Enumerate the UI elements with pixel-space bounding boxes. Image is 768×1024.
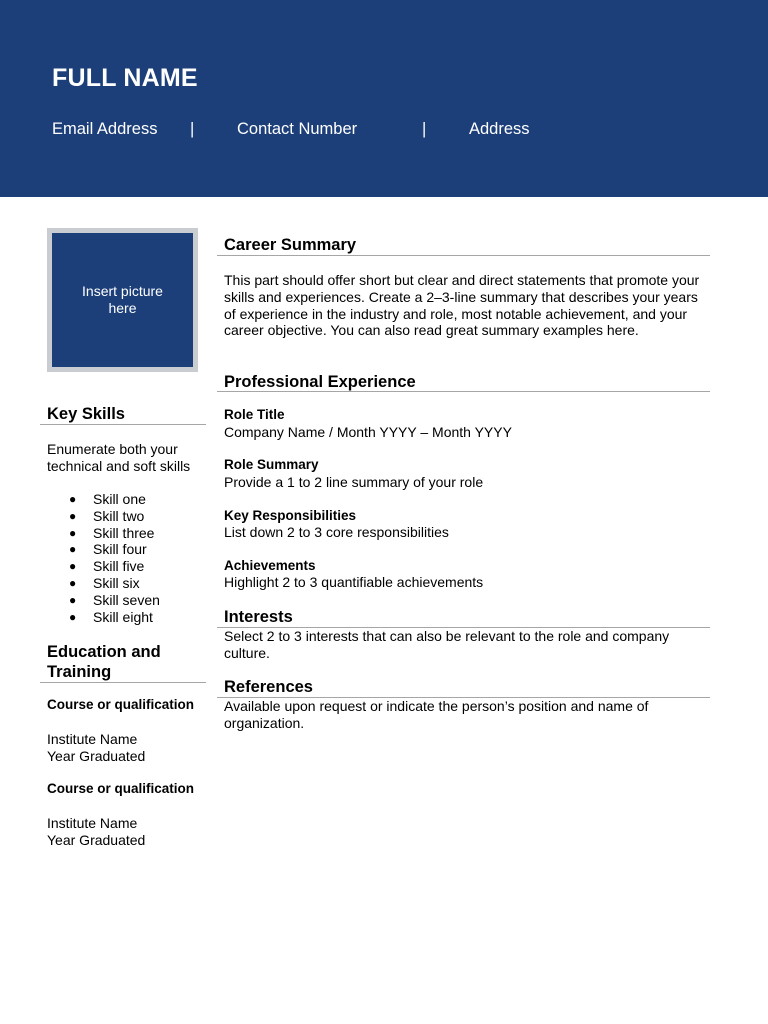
year-graduated: Year Graduated [47,748,146,764]
interests-text: Select 2 to 3 interests that can also be relevant to the role and company culture. [224,628,670,661]
header-banner [0,0,768,197]
list-item [47,508,160,525]
skills-list [47,491,160,625]
skill-label: Skill two [93,507,145,524]
list-item [47,558,160,575]
role-title-label: Role Title [224,407,285,422]
list-item [47,491,160,508]
full-name: FULL NAME [52,64,198,92]
institute-name: Institute Name [47,731,138,747]
list-item [47,541,160,558]
section-divider [217,391,710,392]
list-item [47,575,160,592]
email-address: Email Address [52,120,158,138]
achievements-label: Achievements [224,558,316,573]
photo-frame [47,228,198,372]
contact-number: Contact Number [237,120,358,138]
skill-label: Skill five [93,558,145,575]
references-text: Available upon request or indicate the person’s position and name of organization. [224,698,649,731]
responsibilities-value: List down 2 to 3 core responsibilities [224,524,449,540]
bullet-icon: ● [69,592,77,607]
responsibilities-label: Key Responsibilities [224,508,357,523]
year-graduated: Year Graduated [47,832,146,848]
skill-label: Skill eight [93,608,153,625]
skill-label: Skill one [93,491,146,507]
bullet-icon: ● [69,609,77,624]
bullet-icon: ● [69,525,77,540]
references-title: References [224,678,313,696]
skill-label: Skill four [93,541,147,558]
key-skills-intro: Enumerate both your technical and soft skills [47,441,191,474]
education-title: Education and Training [47,643,161,681]
experience-title: Professional Experience [224,373,416,391]
institute-name: Institute Name [47,815,138,831]
skill-label: Skill three [93,524,155,541]
interests-title: Interests [224,608,293,626]
list-item [47,609,160,626]
photo-placeholder: Insert picture here [52,233,193,367]
skill-label: Skill six [93,574,140,591]
role-summary-value: Provide a 1 to 2 line summary of your role [224,474,484,490]
separator: | [422,120,427,138]
bullet-icon: ● [69,508,77,523]
list-item [47,592,160,609]
course-title: Course or qualification [47,781,195,796]
section-divider [217,255,710,256]
role-summary-label: Role Summary [224,457,319,472]
section-divider [40,424,206,425]
skill-label: Skill seven [93,591,160,608]
list-item [47,525,160,542]
career-summary-title: Career Summary [224,236,357,254]
bullet-icon: ● [69,575,77,590]
career-summary-text: This part should offer short but clear and direct statements that promote your skills and experiences. Create a 2–3-line summary that describes your years of experience in the industry and role, most notable achievement, and your career objective. You can also read great summary examples here. [224,272,700,339]
address: Address [469,120,530,138]
bullet-icon: ● [69,492,77,506]
section-divider [40,682,206,683]
course-title: Course or qualification [47,697,195,712]
role-title-value: Company Name / Month YYYY – Month YYYY [224,424,512,440]
bullet-icon: ● [69,559,77,574]
bullet-icon: ● [69,542,77,557]
achievements-value: Highlight 2 to 3 quantifiable achievements [224,574,484,590]
separator: | [190,120,195,138]
key-skills-title: Key Skills [47,405,125,423]
